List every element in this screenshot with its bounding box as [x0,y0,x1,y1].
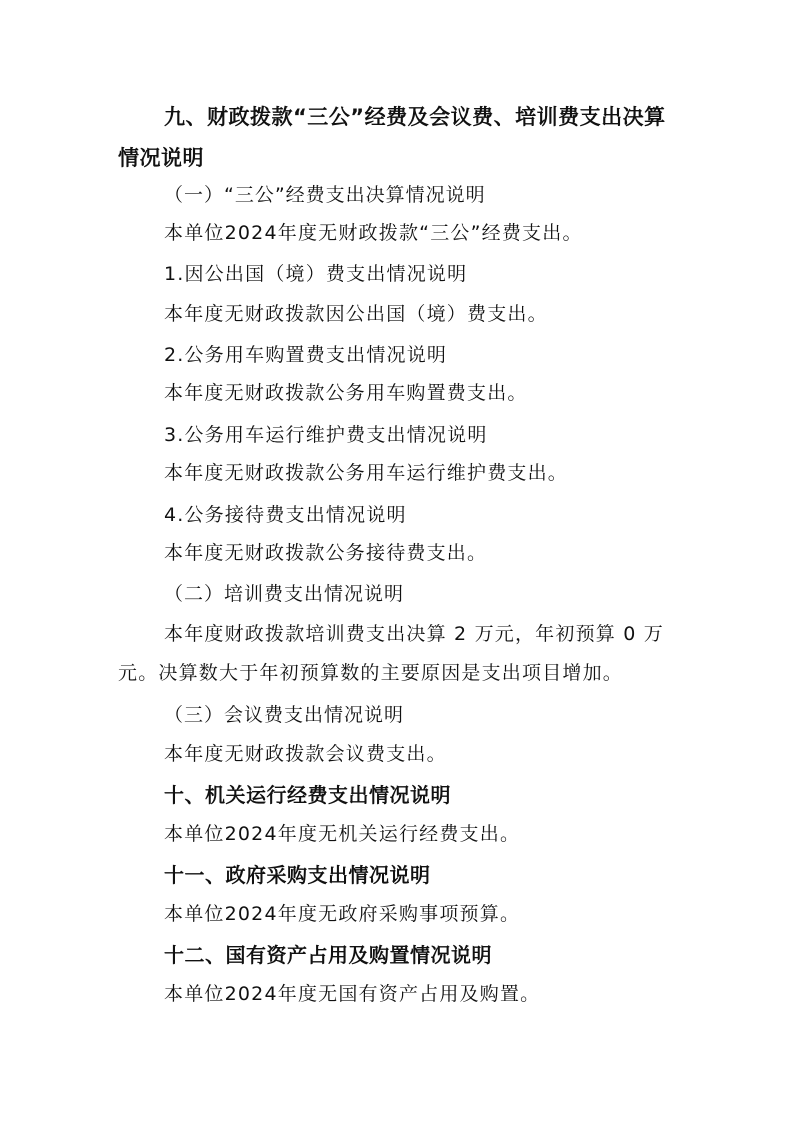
item-text-overseas: 本年度无财政拨款因公出国（境）费支出。 [164,303,548,325]
section-twelve-text: 本单位2024年度无国有资产占用及购置。 [164,983,541,1005]
subsection-heading-training: （二）培训费支出情况说明 [164,583,405,605]
paragraph-three-public: 本单位2024年度无财政拨款“三公”经费支出。 [164,222,583,244]
item-heading-overseas: 1.因公出国（境）费支出情况说明 [164,263,468,285]
item-heading-vehicle-purchase: 2.公务用车购置费支出情况说明 [164,344,448,366]
section-ten-title: 十、机关运行经费支出情况说明 [164,783,451,807]
item-text-reception: 本年度无财政拨款公务接待费支出。 [164,542,488,564]
section-nine-title-line1: 九、财政拨款“三公”经费及会议费、培训费支出决算 [164,105,666,129]
subsection-heading-three-public: （一）“三公”经费支出决算情况说明 [164,184,486,206]
section-eleven-text: 本单位2024年度无政府采购事项预算。 [164,903,521,925]
section-eleven-title: 十一、政府采购支出情况说明 [164,863,431,887]
item-text-vehicle-purchase: 本年度无财政拨款公务用车购置费支出。 [164,382,528,404]
subsection-heading-meeting: （三）会议费支出情况说明 [164,704,405,726]
paragraph-training-line1: 本年度财政拨款培训费支出决算 2 万元，年初预算 0 万 [164,623,664,645]
item-heading-vehicle-maintenance: 3.公务用车运行维护费支出情况说明 [164,424,488,446]
item-heading-reception: 4.公务接待费支出情况说明 [164,504,407,526]
section-nine-title-line2: 情况说明 [118,146,204,170]
paragraph-training-line2: 元。决算数大于年初预算数的主要原因是支出项目增加。 [118,662,624,684]
section-twelve-title: 十二、国有资产占用及购置情况说明 [164,943,492,967]
paragraph-meeting: 本年度无财政拨款会议费支出。 [164,743,447,765]
item-text-vehicle-maintenance: 本年度无财政拨款公务用车运行维护费支出。 [164,462,569,484]
section-ten-text: 本单位2024年度无机关运行经费支出。 [164,823,521,845]
